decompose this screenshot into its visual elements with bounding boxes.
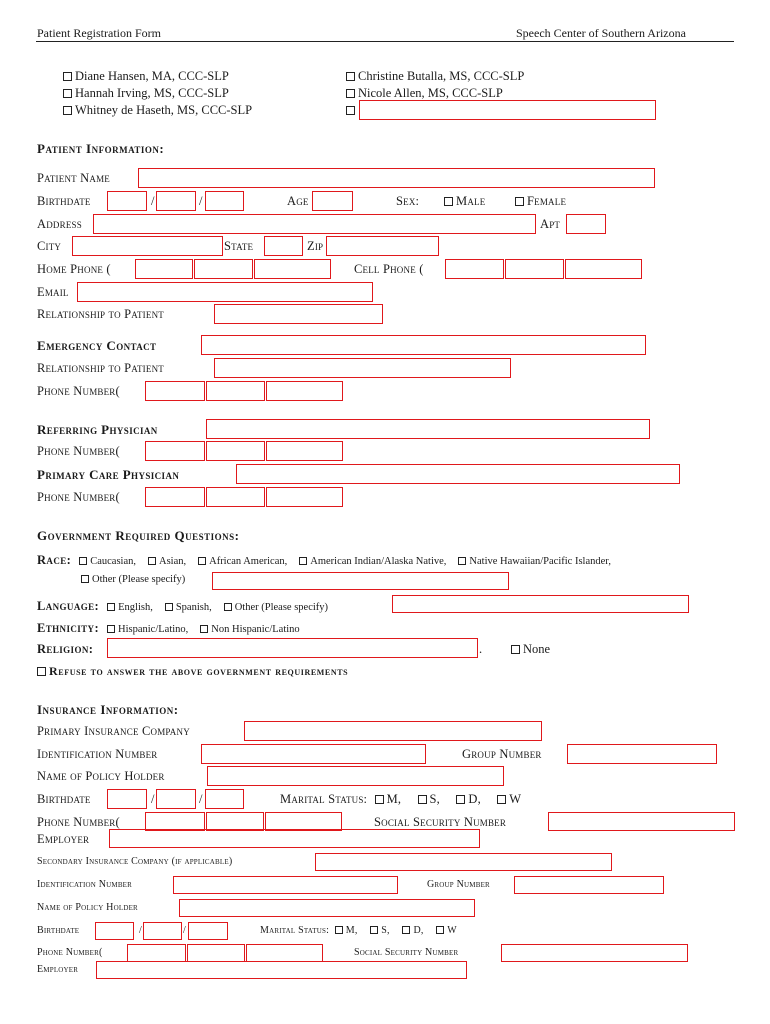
primary-care-physician-field[interactable] bbox=[236, 464, 680, 484]
language-label: Language: bbox=[37, 599, 100, 613]
checkbox[interactable] bbox=[198, 557, 206, 565]
language-row bbox=[37, 598, 328, 614]
relationship-label: Relationship to Patient bbox=[37, 307, 164, 321]
marital-option-d[interactable]: D, bbox=[456, 792, 481, 806]
checkbox[interactable] bbox=[436, 926, 444, 934]
secondary-birth-year-field[interactable] bbox=[188, 922, 228, 940]
checkbox[interactable] bbox=[346, 72, 355, 81]
checkbox[interactable] bbox=[375, 795, 384, 804]
secondary-group-label: Group Number bbox=[427, 879, 490, 890]
clinician-option[interactable]: Christine Butalla, MS, CCC-SLP bbox=[346, 70, 524, 83]
home-phone-line-field[interactable] bbox=[254, 259, 331, 279]
home-phone-label: Home Phone ( bbox=[37, 262, 111, 276]
secondary-identification-field[interactable] bbox=[173, 876, 398, 894]
clinician-option[interactable]: Hannah Irving, MS, CCC-SLP bbox=[63, 87, 229, 100]
checkbox[interactable] bbox=[346, 106, 355, 115]
birth-month-field[interactable] bbox=[107, 191, 147, 211]
primary-care-physician-label: Primary Care Physician bbox=[37, 467, 180, 482]
section-government-questions: Government Required Questions: bbox=[37, 528, 240, 543]
relationship-field[interactable] bbox=[214, 304, 383, 324]
clinician-option[interactable]: Diane Hansen, MA, CCC-SLP bbox=[63, 70, 229, 83]
checkbox[interactable] bbox=[444, 197, 453, 206]
clinician-option[interactable]: Nicole Allen, MS, CCC-SLP bbox=[346, 87, 503, 100]
insured-birth-month-field[interactable] bbox=[107, 789, 147, 809]
race-option-other[interactable]: Other (Please specify) bbox=[81, 575, 185, 586]
cell-phone-line-field[interactable] bbox=[565, 259, 642, 279]
referring-phone-label: Phone Number( bbox=[37, 444, 120, 458]
checkbox[interactable] bbox=[107, 625, 115, 633]
employer-label: Employer bbox=[37, 832, 90, 846]
checkbox[interactable] bbox=[299, 557, 307, 565]
date-separator: / bbox=[183, 925, 186, 936]
zip-field[interactable] bbox=[326, 236, 439, 256]
header-rule bbox=[36, 41, 734, 42]
section-insurance-information: Insurance Information: bbox=[37, 702, 179, 717]
secondary-employer-field[interactable] bbox=[96, 961, 467, 979]
form-title: Patient Registration Form bbox=[37, 26, 161, 40]
marital-option-m[interactable]: M, bbox=[375, 792, 402, 806]
birth-year-field[interactable] bbox=[205, 191, 244, 211]
referring-phone-prefix-field[interactable] bbox=[206, 441, 265, 461]
age-label: Age bbox=[287, 194, 309, 208]
checkbox[interactable] bbox=[458, 557, 466, 565]
emergency-contact-field[interactable] bbox=[201, 335, 646, 355]
apt-field[interactable] bbox=[566, 214, 606, 234]
checkbox[interactable] bbox=[370, 926, 378, 934]
secondary-marital-option-m[interactable]: M, bbox=[335, 925, 358, 936]
refuse-option[interactable]: Refuse to answer the above government requirements bbox=[37, 665, 348, 677]
ssn-field[interactable] bbox=[548, 812, 735, 831]
emergency-relationship-label: Relationship to Patient bbox=[37, 361, 164, 375]
checkbox[interactable] bbox=[148, 557, 156, 565]
race-option-african-american[interactable]: African American, bbox=[198, 556, 287, 567]
checkbox[interactable] bbox=[335, 926, 343, 934]
secondary-phone-area-field[interactable] bbox=[127, 944, 186, 962]
date-separator: / bbox=[151, 194, 155, 208]
primary-care-phone-label: Phone Number( bbox=[37, 490, 120, 504]
primary-care-phone-line-field[interactable] bbox=[266, 487, 343, 507]
clinician-other-field[interactable] bbox=[359, 100, 656, 120]
religion-period: . bbox=[479, 642, 483, 656]
ethnicity-label: Ethnicity: bbox=[37, 621, 100, 635]
race-option-caucasian[interactable]: Caucasian, bbox=[79, 556, 136, 567]
checkbox[interactable] bbox=[81, 575, 89, 583]
secondary-policy-holder-label: Name of Policy Holder bbox=[37, 902, 138, 913]
identification-number-field[interactable] bbox=[201, 744, 426, 764]
city-label: City bbox=[37, 239, 62, 253]
date-separator: / bbox=[151, 792, 155, 806]
secondary-marital-label: Marital Status: bbox=[260, 925, 330, 936]
secondary-marital-option-d[interactable]: D, bbox=[402, 925, 423, 936]
checkbox[interactable] bbox=[515, 197, 524, 206]
secondary-birth-month-field[interactable] bbox=[95, 922, 134, 940]
group-number-field[interactable] bbox=[567, 744, 717, 764]
date-separator: / bbox=[199, 194, 203, 208]
primary-insurance-field[interactable] bbox=[244, 721, 542, 741]
checkbox[interactable] bbox=[107, 603, 115, 611]
race-label: Race: bbox=[37, 553, 72, 567]
secondary-birth-day-field[interactable] bbox=[143, 922, 182, 940]
section-patient-information: Patient Information: bbox=[37, 141, 165, 156]
race-option-native-hawaiian[interactable]: Native Hawaiian/Pacific Islander, bbox=[458, 556, 611, 567]
referring-physician-field[interactable] bbox=[206, 419, 650, 439]
language-option-english[interactable]: English, bbox=[107, 602, 153, 613]
checkbox[interactable] bbox=[63, 106, 72, 115]
address-field[interactable] bbox=[93, 214, 536, 234]
referring-phone-area-field[interactable] bbox=[145, 441, 205, 461]
secondary-group-field[interactable] bbox=[514, 876, 664, 894]
primary-insurance-label: Primary Insurance Company bbox=[37, 724, 190, 738]
secondary-employer-label: Employer bbox=[37, 964, 79, 975]
policy-holder-field[interactable] bbox=[207, 766, 504, 786]
checkbox[interactable] bbox=[456, 795, 465, 804]
secondary-marital-option-w[interactable]: W bbox=[436, 925, 457, 936]
insured-birthdate-label: Birthdate bbox=[37, 792, 91, 806]
secondary-insurance-field[interactable] bbox=[315, 853, 612, 871]
ethnicity-option-hispanic[interactable]: Hispanic/Latino, bbox=[107, 624, 188, 635]
checkbox[interactable] bbox=[63, 89, 72, 98]
emergency-relationship-field[interactable] bbox=[214, 358, 511, 378]
checkbox[interactable] bbox=[224, 603, 232, 611]
secondary-ssn-label: Social Security Number bbox=[354, 947, 459, 958]
address-label: Address bbox=[37, 217, 82, 231]
ethnicity-row bbox=[37, 620, 300, 636]
home-phone-area-field[interactable] bbox=[135, 259, 193, 279]
home-phone-prefix-field[interactable] bbox=[194, 259, 253, 279]
employer-field[interactable] bbox=[109, 829, 480, 848]
secondary-phone-prefix-field[interactable] bbox=[187, 944, 245, 962]
marital-status-label: Marital Status: bbox=[280, 792, 368, 806]
checkbox[interactable] bbox=[63, 72, 72, 81]
checkbox[interactable] bbox=[37, 667, 46, 676]
sex-label: Sex: bbox=[396, 194, 420, 208]
emergency-phone-area-field[interactable] bbox=[145, 381, 205, 401]
primary-care-phone-area-field[interactable] bbox=[145, 487, 205, 507]
emergency-phone-line-field[interactable] bbox=[266, 381, 343, 401]
secondary-insurance-label: Secondary Insurance Company (if applicable) bbox=[37, 856, 233, 867]
checkbox[interactable] bbox=[418, 795, 427, 804]
emergency-phone-label: Phone Number( bbox=[37, 384, 120, 398]
checkbox[interactable] bbox=[200, 625, 208, 633]
clinician-other-option[interactable] bbox=[346, 104, 358, 117]
referring-physician-label: Referring Physician bbox=[37, 422, 158, 437]
date-separator: / bbox=[139, 925, 142, 936]
patient-name-label: Patient Name bbox=[37, 171, 110, 185]
secondary-ssn-field[interactable] bbox=[501, 944, 688, 962]
language-option-spanish[interactable]: Spanish, bbox=[165, 602, 212, 613]
ethnicity-option-non-hispanic[interactable]: Non Hispanic/Latino bbox=[200, 624, 299, 635]
insured-birth-year-field[interactable] bbox=[205, 789, 244, 809]
sex-female-option[interactable]: Female bbox=[515, 195, 566, 208]
cell-phone-label: Cell Phone ( bbox=[354, 262, 424, 276]
secondary-marital-option-s[interactable]: S, bbox=[370, 925, 389, 936]
primary-care-phone-prefix-field[interactable] bbox=[206, 487, 265, 507]
email-field[interactable] bbox=[77, 282, 373, 302]
email-label: Email bbox=[37, 285, 69, 299]
secondary-identification-label: Identification Number bbox=[37, 879, 133, 890]
race-option-asian[interactable]: Asian, bbox=[148, 556, 186, 567]
clinic-name: Speech Center of Southern Arizona bbox=[516, 26, 686, 40]
secondary-birthdate-label: Birthdate bbox=[37, 925, 80, 936]
marital-option-s[interactable]: S, bbox=[418, 792, 440, 806]
checkbox[interactable] bbox=[346, 89, 355, 98]
secondary-phone-line-field[interactable] bbox=[246, 944, 323, 962]
insured-birth-day-field[interactable] bbox=[156, 789, 196, 809]
identification-number-label: Identification Number bbox=[37, 747, 158, 761]
zip-label: Zip bbox=[307, 239, 324, 253]
checkbox[interactable] bbox=[402, 926, 410, 934]
insured-phone-label: Phone Number( bbox=[37, 815, 120, 829]
race-row bbox=[37, 552, 611, 568]
age-field[interactable] bbox=[312, 191, 353, 211]
secondary-phone-label: Phone Number( bbox=[37, 947, 103, 958]
religion-none-option[interactable]: None bbox=[511, 643, 550, 656]
ssn-label: Social Security Number bbox=[374, 815, 507, 829]
checkbox[interactable] bbox=[165, 603, 173, 611]
apt-label: Apt bbox=[540, 217, 561, 231]
secondary-policy-holder-field[interactable] bbox=[179, 899, 475, 917]
state-field[interactable] bbox=[264, 236, 303, 256]
language-option-other[interactable]: Other (Please specify) bbox=[224, 602, 328, 613]
emergency-phone-prefix-field[interactable] bbox=[206, 381, 265, 401]
state-label: State bbox=[224, 239, 254, 253]
marital-status-row bbox=[280, 793, 521, 806]
emergency-contact-label: Emergency Contact bbox=[37, 338, 157, 353]
sex-male-option[interactable]: Male bbox=[444, 195, 485, 208]
race-option-american-indian[interactable]: American Indian/Alaska Native, bbox=[299, 556, 446, 567]
birthdate-label: Birthdate bbox=[37, 194, 91, 208]
policy-holder-label: Name of Policy Holder bbox=[37, 769, 165, 783]
cell-phone-prefix-field[interactable] bbox=[505, 259, 564, 279]
language-other-field[interactable] bbox=[392, 595, 689, 613]
race-other-field[interactable] bbox=[212, 572, 509, 590]
clinician-option[interactable]: Whitney de Haseth, MS, CCC-SLP bbox=[63, 104, 252, 117]
checkbox[interactable] bbox=[511, 645, 520, 654]
date-separator: / bbox=[199, 792, 203, 806]
birth-day-field[interactable] bbox=[156, 191, 196, 211]
city-field[interactable] bbox=[72, 236, 223, 256]
marital-option-w[interactable]: W bbox=[497, 792, 521, 806]
checkbox[interactable] bbox=[497, 795, 506, 804]
cell-phone-area-field[interactable] bbox=[445, 259, 504, 279]
patient-name-field[interactable] bbox=[138, 168, 655, 188]
group-number-label: Group Number bbox=[462, 747, 542, 761]
religion-field[interactable] bbox=[107, 638, 478, 658]
secondary-marital-row bbox=[260, 926, 457, 936]
religion-label: Religion: bbox=[37, 642, 94, 656]
checkbox[interactable] bbox=[79, 557, 87, 565]
referring-phone-line-field[interactable] bbox=[266, 441, 343, 461]
